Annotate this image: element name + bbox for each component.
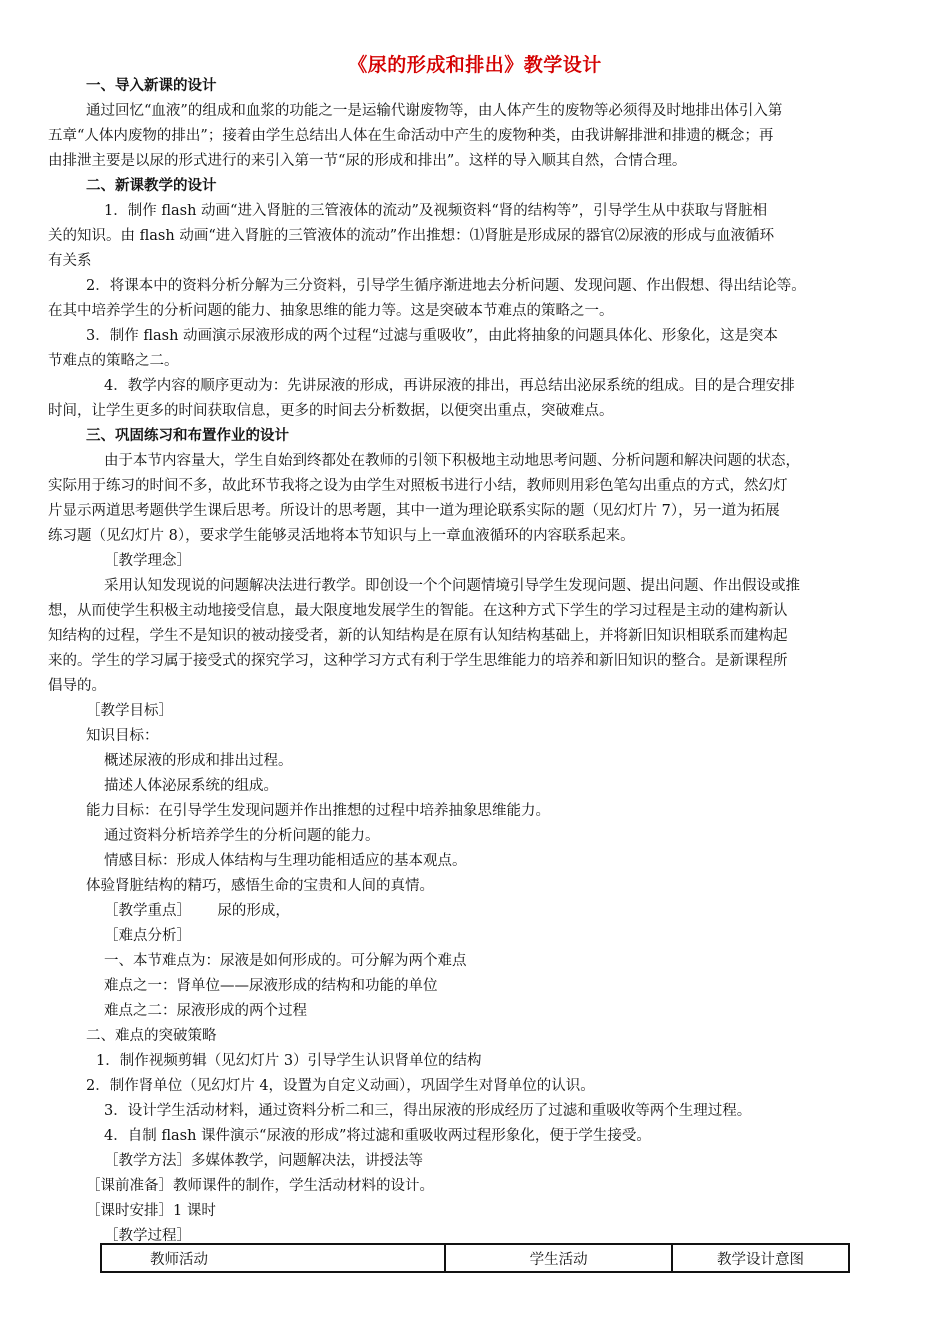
header-student-activity: 学生活动 (445, 1244, 672, 1272)
body-text-line: ［教学过程］ (104, 1228, 191, 1244)
body-text-line: 1．制作视频剪辑（见幻灯片 3）引导学生认识肾单位的结构 (96, 1053, 482, 1069)
body-text-line: 知识目标： (86, 728, 159, 744)
body-text-line: 二、难点的突破策略 (86, 1028, 217, 1044)
table-header-row (101, 1244, 849, 1272)
header-teacher-activity: 教师活动 (101, 1244, 445, 1272)
body-text-line: 3．设计学生活动材料，通过资料分析二和三，得出尿液的形成经历了过滤和重吸收等两个生理过程。 (104, 1103, 752, 1119)
body-text-line: ［难点分析］ (104, 928, 191, 944)
body-text-line: 概述尿液的形成和排出过程。 (104, 753, 293, 769)
body-text-line: 4．自制 flash 课件演示“尿液的形成”将过滤和重吸收两过程形象化，便于学生接受。 (104, 1128, 651, 1144)
body-text-line: 难点之二：尿液形成的两个过程 (104, 1003, 307, 1019)
body-text-line: 片显示两道思考题供学生课后思考。所设计的思考题，其中一道为理论联系实际的题（见幻灯片 7），另一道为拓展 (48, 503, 780, 519)
body-text-line: ［课时安排］1 课时 (86, 1203, 216, 1219)
body-text-line: 时间，让学生更多的时间获取信息，更多的时间去分析数据，以便突出重点，突破难点。 (48, 403, 614, 419)
header-design-intent: 教学设计意图 (672, 1244, 849, 1272)
body-text-line: ［教学理念］ (104, 553, 191, 569)
section-heading: 三、巩固练习和布置作业的设计 (86, 428, 289, 444)
body-text-line: 2．制作肾单位（见幻灯片 4，设置为自定义动画），巩固学生对肾单位的认识。 (86, 1078, 595, 1094)
section-heading: 二、新课教学的设计 (86, 178, 217, 194)
body-text-line: ［教学目标］ (86, 703, 173, 719)
body-text-line: 关的知识。由 flash 动画“进入肾脏的三管液体的流动”作出推想：⑴肾脏是形成尿的器官⑵尿液的形成与血液循环 (48, 228, 775, 244)
body-text-line: 3．制作 flash 动画演示尿液形成的两个过程“过滤与重吸收”，由此将抽象的问题具体化、形象化，这是突本 (86, 328, 778, 344)
document-title: 《尿的形成和排出》教学设计 (348, 54, 602, 76)
body-text-line: 由于本节内容量大，学生自始到终都处在教师的引领下积极地主动地思考问题、分析问题和解决问题的状态， (104, 453, 800, 469)
body-text-line: ［教学方法］多媒体教学，问题解决法，讲授法等 (104, 1153, 423, 1169)
body-text-line: 难点之一：肾单位——尿液形成的结构和功能的单位 (104, 978, 438, 994)
body-text-line: ［教学重点］ 尿的形成， (104, 903, 290, 919)
body-text-line: 能力目标：在引导学生发现问题并作出推想的过程中培养抽象思维能力。 (86, 803, 550, 819)
body-text-line: 2．将课本中的资料分析分解为三分资料，引导学生循序渐进地去分析问题、发现问题、作出假想、得出结论等。 (86, 278, 806, 294)
body-text-line: 知结构的过程，学生不是知识的被动接受者，新的认知结构是在原有认知结构基础上，并将新旧知识相联系而建构起 (48, 628, 788, 644)
body-text-line: ［课前准备］教师课件的制作，学生活动材料的设计。 (86, 1178, 434, 1194)
body-text-line: 实际用于练习的时间不多，故此环节我将之设为由学生对照板书进行小结，教师则用彩色笔勾出重点的方式，然幻灯 (48, 478, 788, 494)
section-heading: 一、导入新课的设计 (86, 78, 217, 94)
body-text-line: 练习题（见幻灯片 8），要求学生能够灵活地将本节知识与上一章血液循环的内容联系起来。 (48, 528, 635, 544)
body-text-line: 由排泄主要是以尿的形式进行的来引入第一节“尿的形成和排出”。这样的导入顺其自然，合情合理。 (48, 153, 687, 169)
body-text-line: 通过回忆“血液”的组成和血浆的功能之一是运输代谢废物等，由人体产生的废物等必须得及时地排出体引入第 (86, 103, 783, 119)
body-text-line: 想，从而使学生积极主动地接受信息，最大限度地发展学生的智能。在这种方式下学生的学习过程是主动的建构新认 (48, 603, 788, 619)
teaching-process-table (100, 1243, 850, 1273)
body-text-line: 倡导的。 (48, 678, 106, 694)
body-text-line: 通过资料分析培养学生的分析问题的能力。 (104, 828, 380, 844)
body-text-line: 五章“人体内废物的排出”；接着由学生总结出人体在生命活动中产生的废物种类，由我讲解排泄和排遗的概念；再 (48, 128, 774, 144)
body-text-line: 4．教学内容的顺序更动为：先讲尿液的形成，再讲尿液的排出，再总结出泌尿系统的组成。目的是合理安排 (104, 378, 795, 394)
body-text-line: 一、本节难点为：尿液是如何形成的。可分解为两个难点 (104, 953, 467, 969)
body-text-line: 描述人体泌尿系统的组成。 (104, 778, 278, 794)
body-text-line: 体验肾脏结构的精巧，感悟生命的宝贵和人间的真情。 (86, 878, 434, 894)
body-text-line: 情感目标：形成人体结构与生理功能相适应的基本观点。 (104, 853, 467, 869)
body-text-line: 来的。学生的学习属于接受式的探究学习，这种学习方式有利于学生思维能力的培养和新旧知识的整合。是新课程所 (48, 653, 788, 669)
body-text-line: 在其中培养学生的分析问题的能力、抽象思维的能力等。这是突破本节难点的策略之一。 (48, 303, 614, 319)
body-text-line: 采用认知发现说的问题解决法进行教学。即创设一个个问题情境引导学生发现问题、提出问题、作出假设或推 (104, 578, 800, 594)
body-text-line: 节难点的策略之二。 (48, 353, 179, 369)
body-text-line: 1．制作 flash 动画“进入肾脏的三管液体的流动”及视频资料“肾的结构等”，引导学生从中获取与肾脏相 (104, 203, 768, 219)
body-text-line: 有关系 (48, 253, 92, 269)
